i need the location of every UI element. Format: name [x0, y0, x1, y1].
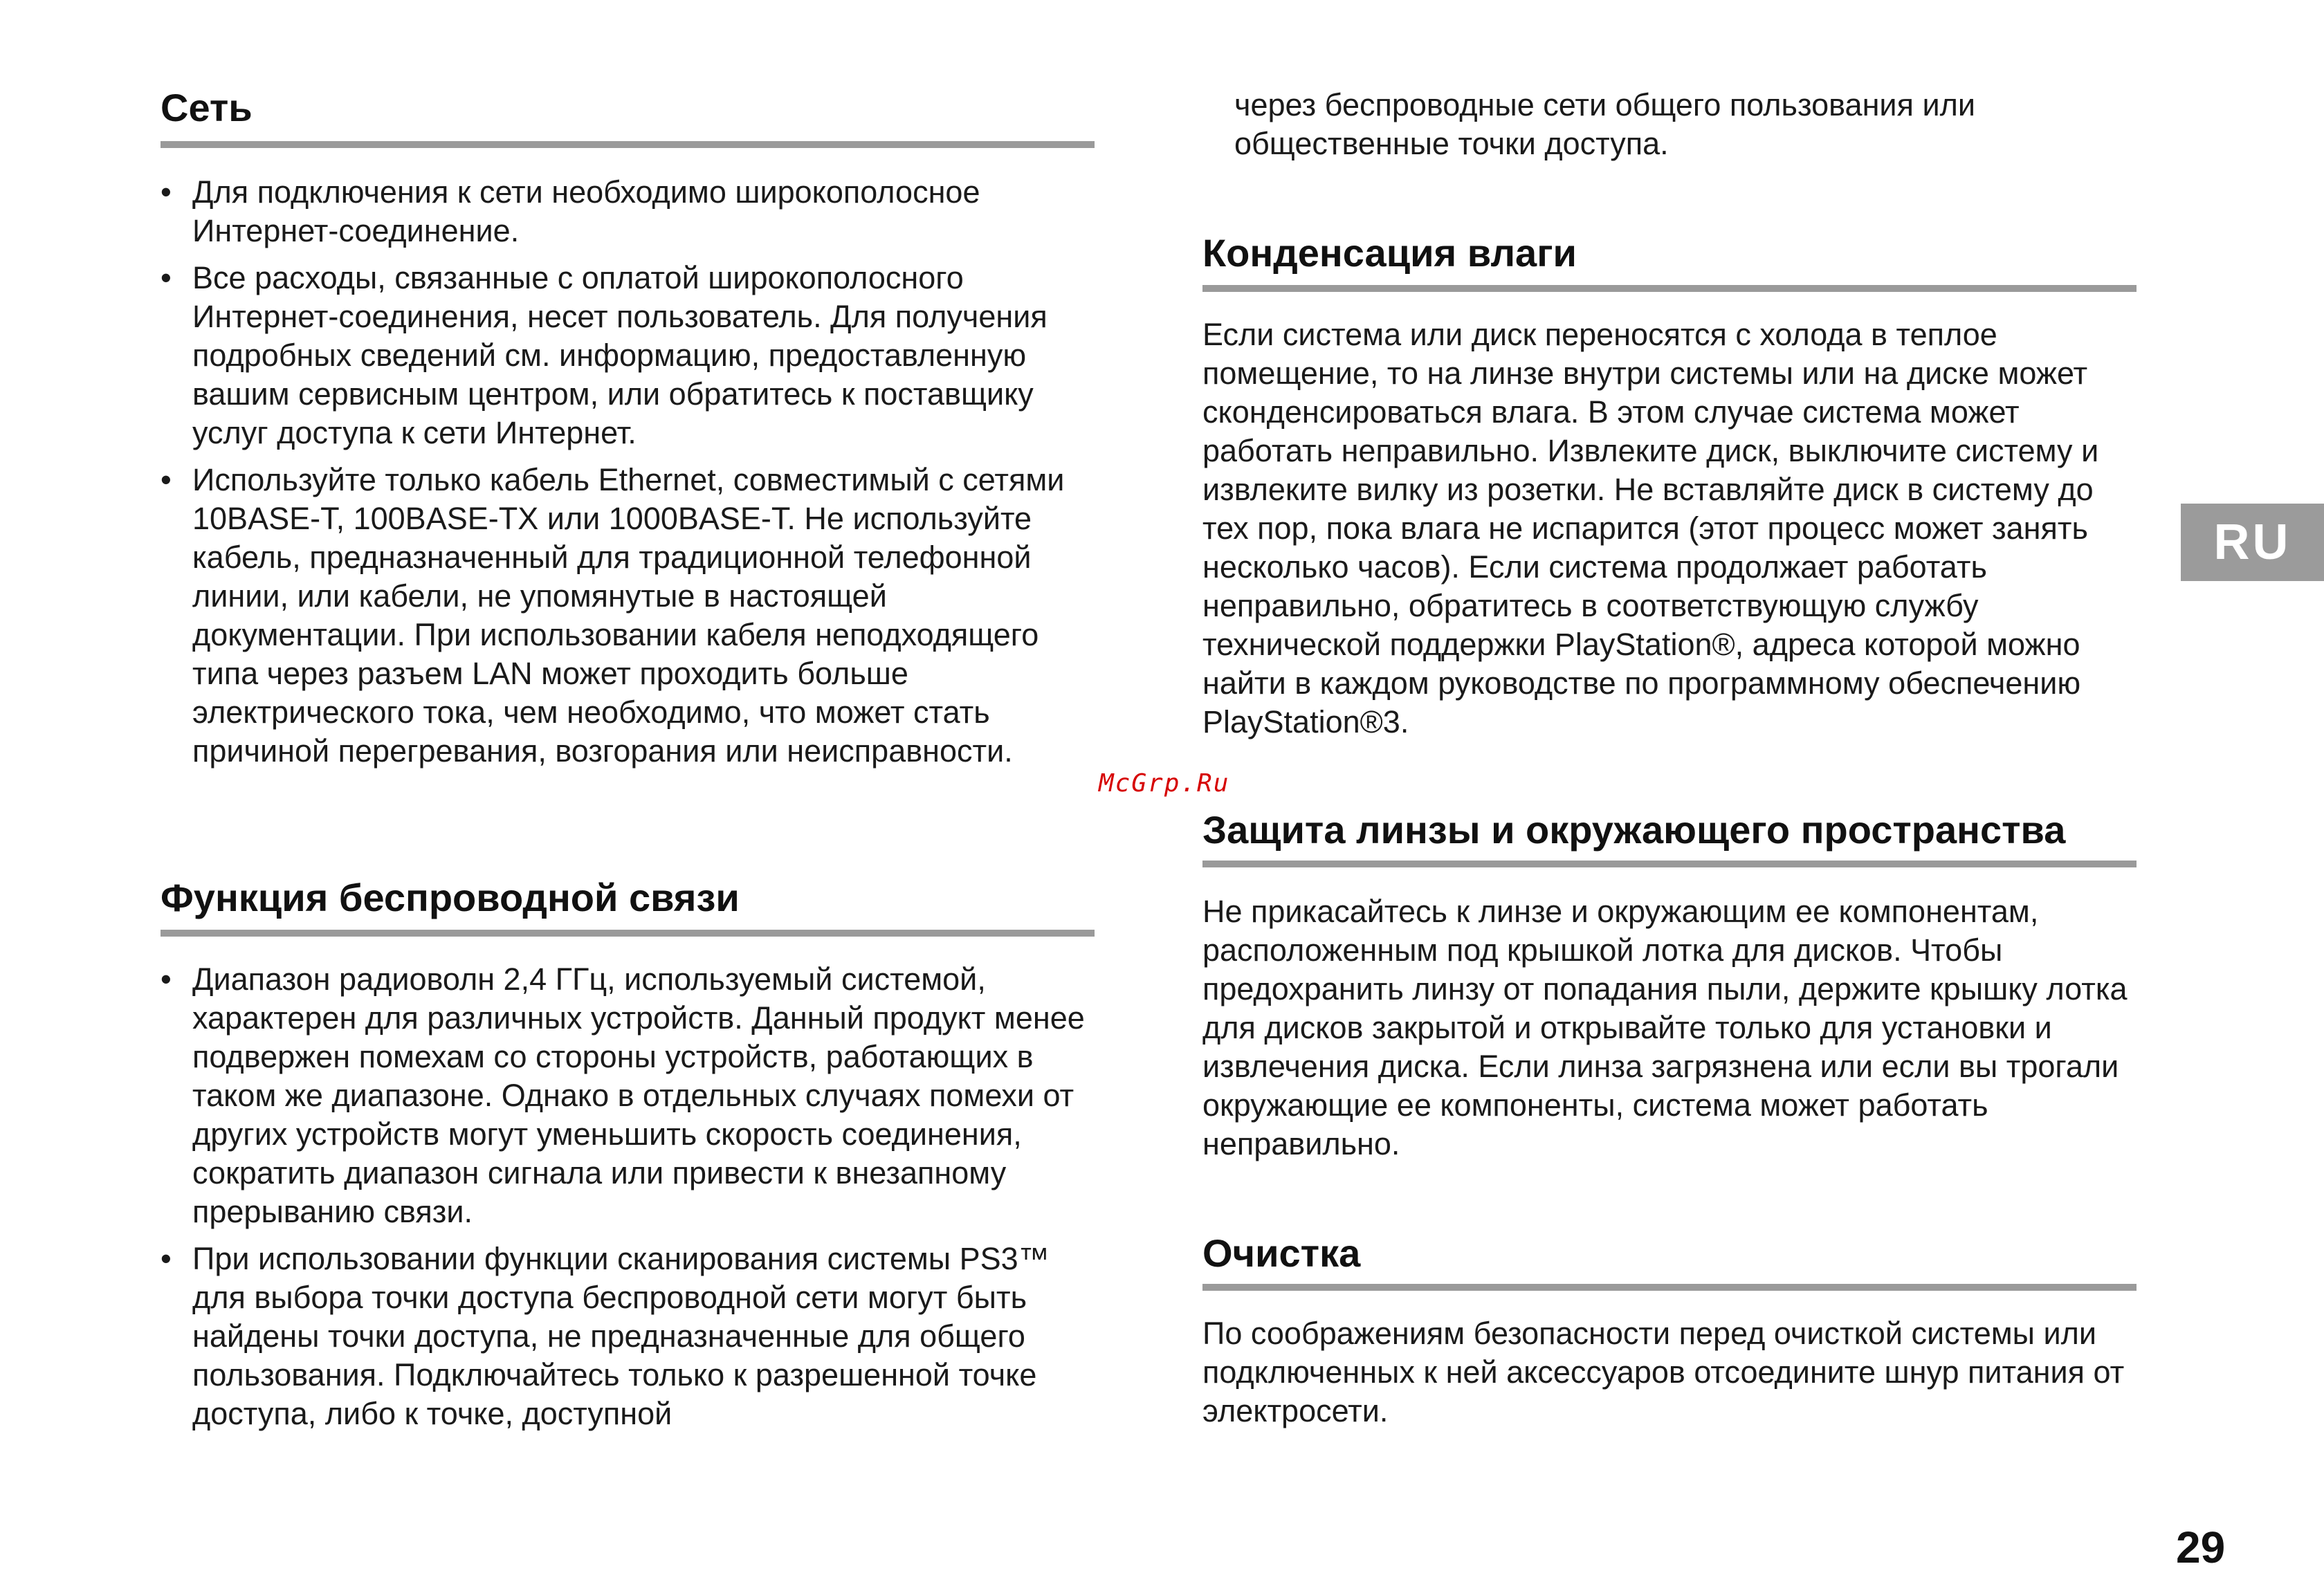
wireless-list-container: [161, 960, 1095, 1442]
section-title-wireless: Функция беспроводной связи: [161, 876, 740, 919]
page-number: 29: [2176, 1523, 2226, 1572]
wireless-bullet-1: • Диапазон радиоволн 2,4 ГГц, используемый системой, характерен для различных устройств. Данный продукт менее подвержен помехам со стороны устройств, работающих в таком же диапазоне. Однако в отдельных случаях помехи от других устройств могут уменьшить скорость соединения, сократить диапазон сигнала или привести к внезапному прерыванию связи.: [161, 960, 1095, 1231]
section-title-lens: Защита линзы и окружающего пространства: [1202, 808, 2066, 852]
network-bullet-list: [161, 173, 1095, 771]
section-title-condensation: Конденсация влаги: [1202, 231, 1577, 275]
language-tab: RU: [2181, 504, 2324, 581]
condensation-body: Если система или диск переносятся с холода в теплое помещение, то на линзе внутри системы или на диске может сконденсироваться влага. В этом случае система может работать неправильно. Извлеките диск, выключите систему и извлеките вилку из розетки. Не вставляйте диск в систему до тех пор, пока влага не испарится (этот процесс может занять несколько часов). Если система продолжает работать неправильно, обратитесь в соответствующую службу технической поддержки PlayStation®, адреса которой можно найти в каждом руководстве по программному обеспечению PlayStation®3.: [1202, 317, 2099, 739]
watermark: McGrp.Ru: [1099, 769, 1230, 798]
section-title-network: Сеть: [161, 86, 253, 129]
section-title-cleaning: Очистка: [1202, 1231, 1361, 1275]
section-rule-network: [161, 141, 1095, 148]
network-bullet-1: • Для подключения к сети необходимо широкополосное Интернет-соединение.: [161, 173, 1095, 250]
wireless-bullet-2: • При использовании функции сканирования системы PS3™ для выбора точки доступа беспроводной сети могут быть найдены точки доступа, не предназначенные для общего пользования. Подключайтесь только к разрешенной точке доступа, либо к точке, доступной: [161, 1240, 1095, 1433]
section-rule-condensation: [1202, 285, 2137, 292]
section-rule-lens: [1202, 861, 2137, 867]
wireless-continuation-text: через беспроводные сети общего пользования или общественные точки доступа.: [1234, 87, 1975, 161]
wireless-bullet-list: [161, 960, 1095, 1433]
lens-body: Не прикасайтесь к линзе и окружающим ее компонентам, расположенным под крышкой лотка для дисков. Чтобы предохранить линзу от попадания пыли, держите крышку лотка для дисков закрытой и открывайте только для установки и извлечения диска. Если линза загрязнена или если вы трогали окружающие ее компоненты, система может работать неправильно.: [1202, 894, 2128, 1161]
cleaning-body: По соображениям безопасности перед очисткой системы или подключенных к ней аксессуаров отсоедините шнур питания от электросети.: [1202, 1316, 2125, 1428]
network-bullet-2: • Все расходы, связанные с оплатой широкополосного Интернет-соединения, несет пользователь. Для получения подробных сведений см. информацию, предоставленную вашим сервисным центром, или обратитесь к поставщику услуг доступа к сети Интернет.: [161, 259, 1095, 452]
section-rule-wireless: [161, 930, 1095, 937]
section-rule-cleaning: [1202, 1284, 2137, 1291]
network-list-container: [161, 173, 1095, 779]
network-bullet-3: • Используйте только кабель Ethernet, совместимый с сетями 10BASE-T, 100BASE-TX или 1000BASE-T. Не используйте кабель, предназначенный для традиционной телефонной линии, или кабели, не упомянутые в настоящей документации. При использовании кабеля неподходящего типа через разъем LAN может проходить больше электрического тока, чем необходимо, что может стать причиной перегревания, возгорания или неисправности.: [161, 461, 1095, 771]
